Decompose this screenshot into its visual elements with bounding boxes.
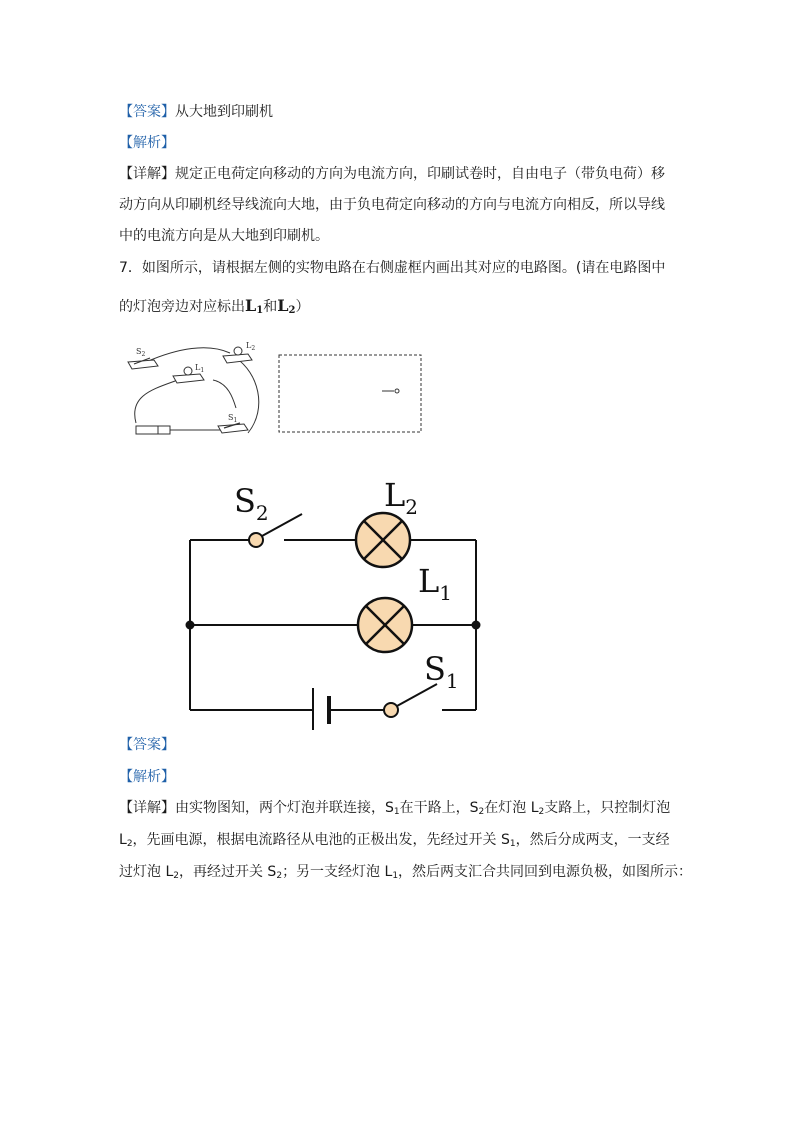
l1-symbol: $L_1$	[245, 296, 264, 316]
answer-text: 从大地到印刷机	[175, 104, 273, 120]
junction-right	[472, 621, 481, 630]
s1-label: $S_1$	[424, 650, 459, 693]
detail-tag-2: 【详解】	[119, 800, 175, 816]
s1-switch	[384, 684, 437, 717]
fig-s2-label: $S_2$	[136, 347, 146, 358]
l2-lamp	[356, 513, 410, 567]
answer-line-2	[119, 735, 175, 755]
answer-line-1	[119, 102, 273, 122]
question-7-text-a: 的灯泡旁边对应标出	[119, 299, 245, 315]
s1-switch-board	[218, 423, 248, 433]
l1-label: $L_1$	[418, 562, 452, 605]
question-7-line-2	[119, 296, 309, 321]
fig-l2-label: $L_2$	[246, 341, 256, 352]
l2-label: $L_2$	[384, 476, 418, 519]
s2-switch-board	[128, 358, 158, 369]
answer-dashed-box	[278, 354, 422, 434]
battery-sketch	[136, 426, 170, 434]
analysis-line-1	[119, 133, 175, 153]
battery	[313, 688, 329, 730]
question-7-text-end: ）	[295, 299, 310, 315]
analysis-tag-2: 【解析】	[119, 769, 175, 785]
detail-line-2: 动方向从印刷机经导线流向大地，由于负电荷定向移动的方向与电流方向相反，所以导线	[119, 197, 665, 213]
detail-line-1	[119, 164, 665, 184]
detail2-line-1: 【详解】由实物图知，两个灯泡并联连接，$S_1$在干路上，$S_2$在灯泡 $L_2$支路上，只控制灯泡	[119, 800, 671, 817]
circuit-diagram	[180, 470, 490, 730]
detail-tag: 【详解】	[119, 166, 175, 182]
junction-left	[186, 621, 195, 630]
question-7-line-1: 7．如图所示，请根据左侧的实物电路在右侧虚框内画出其对应的电路图。(请在电路图中	[119, 260, 666, 276]
fig-l1-label: $L_1$	[195, 363, 205, 374]
fig-s1-label: $S_1$	[228, 413, 238, 424]
detail-text-1: 规定正电荷定向移动的方向为电流方向，印刷试卷时，自由电子（带负电荷）移	[175, 166, 665, 182]
detail2-line-3: 过灯泡 $L_2$，再经过开关 $S_2$；另一支经灯泡 $L_1$，然后两支汇合共同回到电源负极，如图所示：	[119, 864, 693, 881]
l2-symbol: $L_2$	[277, 296, 296, 316]
physical-circuit-figure	[118, 338, 268, 440]
answer-tag-2: 【答案】	[119, 737, 175, 753]
analysis-tag: 【解析】	[119, 135, 175, 151]
answer-tag: 【答案】	[119, 104, 175, 120]
detail-line-3: 中的电流方向是从大地到印刷机。	[119, 228, 329, 244]
analysis-line-2	[119, 767, 175, 787]
l1-lamp	[358, 598, 412, 652]
question-7-text-mid: 和	[263, 299, 278, 315]
detail2-line-2: $L_2$，先画电源，根据电流路径从电池的正极出发，先经过开关 $S_1$，然后分成两支，一支经	[119, 832, 670, 849]
s2-label: $S_2$	[234, 482, 269, 525]
